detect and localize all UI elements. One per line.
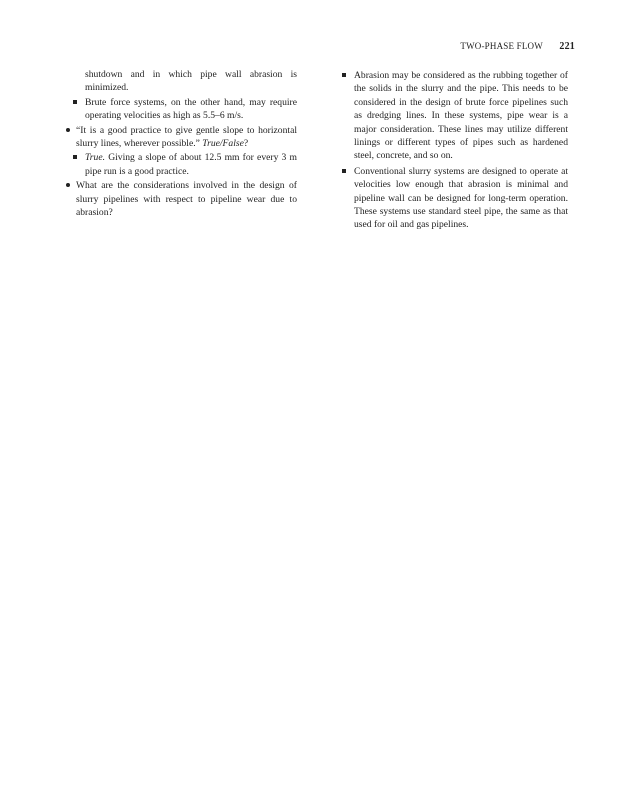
answer-slope-text: Giving a slope of about 12.5 mm for every 3 m pipe run is a good practice. bbox=[85, 152, 297, 177]
answer-continuation: shutdown and in which pipe wall abrasion is minimized. bbox=[85, 69, 297, 94]
answer-conventional-systems: Conventional slurry systems are designed to operate at velocities low enough that abrasion is minimal and pipeline wall can be designed for long-term operation. These systems use standard steel pipe, the same as that used for oil and gas pipelines. bbox=[342, 165, 568, 232]
question-slope bbox=[65, 124, 297, 151]
right-column bbox=[342, 68, 568, 232]
page-number: 221 bbox=[559, 41, 575, 52]
question-mark: ? bbox=[243, 138, 249, 150]
question-abrasion: What are the considerations involved in the design of slurry pipelines with respect to pipeline wear due to abrasion? bbox=[65, 179, 297, 219]
running-head bbox=[460, 41, 575, 52]
question-slope-text: “It is a good practice to give gentle slope to horizontal slurry lines, wherever possible.” bbox=[76, 124, 297, 150]
true-false-label: True/False bbox=[202, 138, 244, 150]
section-title: TWO-PHASE FLOW bbox=[460, 41, 543, 51]
answer-slope bbox=[65, 151, 297, 178]
answer-abrasion-definition: Abrasion may be considered as the rubbing together of the solids in the slurry and the pipe. This needs to be considered in the design of brute force pipelines such as dredging lines. In these systems, pipe wear is a major consideration. These lines may utilize different linings or different types of pipes such as hardened steel, concrete, and so on. bbox=[342, 69, 568, 163]
left-column bbox=[65, 68, 297, 219]
answer-slope-lead: True. bbox=[85, 152, 105, 164]
answer-brute-force: Brute force systems, on the other hand, may require operating velocities as high as 5.5–6 m/s. bbox=[65, 96, 297, 123]
